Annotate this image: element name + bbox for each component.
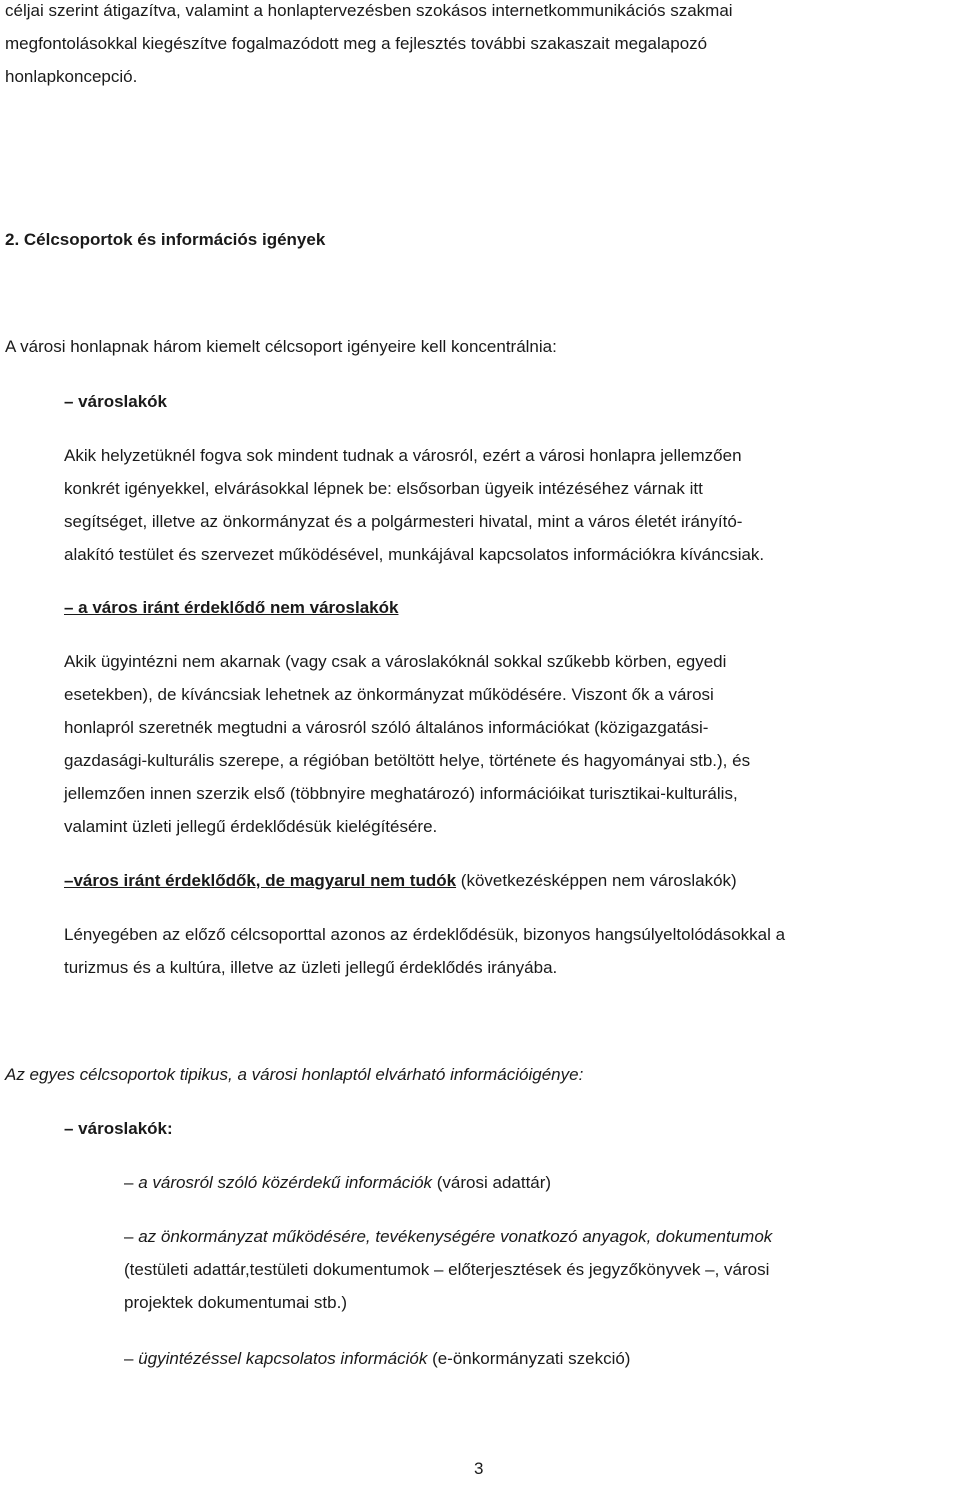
group2-line-3: honlapról szeretnék megtudni a városról szóló általános információkat (közigazgatási-: [64, 718, 709, 737]
info-item-1-normal: (városi adattár): [432, 1173, 552, 1192]
group2-line-4: gazdasági-kulturális szerepe, a régióban betöltött helye, története és hagyományai stb.), és: [64, 751, 751, 770]
info-item-3-normal: (e-önkormányzati szekció): [427, 1349, 631, 1368]
info-item-3: [124, 1342, 630, 1375]
intro-line-3: honlapkoncepció.: [5, 67, 138, 86]
info-item-2-line-3: projektek dokumentumai stb.): [124, 1293, 347, 1312]
info-item-2: [124, 1220, 772, 1319]
group1-line-4: alakító testület és szervezet működésével, munkájával kapcsolatos információkra kíváncsiak.: [64, 545, 765, 564]
section-lead: A városi honlapnak három kiemelt célcsoport igényeire kell koncentrálnia:: [5, 337, 557, 356]
group1-paragraph: [64, 439, 764, 571]
info-item-2-dash: –: [124, 1227, 139, 1246]
group1-title: – városlakók: [64, 392, 168, 411]
group3-title-line: [64, 864, 737, 897]
info-needs-subheading: – városlakók:: [64, 1119, 173, 1138]
group2-line-5: jellemzően innen szerzik első (többnyire meghatározó) információikat turisztikai-kulturális,: [64, 784, 738, 803]
group3-paragraph: [64, 918, 785, 984]
page-number: 3: [474, 1459, 484, 1478]
group1-line-1: Akik helyzetüknél fogva sok mindent tudnak a városról, ezért a városi honlapra jellemzően: [64, 446, 742, 465]
info-item-1-dash: –: [124, 1173, 139, 1192]
group2-paragraph: [64, 645, 750, 843]
group2-line-2: esetekben), de kíváncsiak lehetnek az önkormányzat működésére. Viszont ők a városi: [64, 685, 714, 704]
group1-line-2: konkrét igényekkel, elvárásokkal lépnek be: elsősorban ügyeik intézéséhez várnak itt: [64, 479, 703, 498]
group2-line-1: Akik ügyintézni nem akarnak (vagy csak a városlakóknál sokkal szűkebb körben, egyedi: [64, 652, 727, 671]
info-item-2-line-1: [124, 1220, 772, 1253]
group3-title-suffix: (következésképpen nem városlakók): [456, 871, 737, 890]
group3-line-1: Lényegében az előző célcsoporttal azonos az érdeklődésük, bizonyos hangsúlyeltolódásokkal a: [64, 925, 786, 944]
group2-line-6: valamint üzleti jellegű érdeklődésük kielégítésére.: [64, 817, 438, 836]
info-item-2-line-2: (testületi adattár,testületi dokumentumok – előterjesztések és jegyzőkönyvek –, városi: [124, 1260, 770, 1279]
info-item-1-italic: a városról szóló közérdekű információk: [138, 1173, 433, 1192]
group3-line-2: turizmus és a kultúra, illetve az üzleti jellegű érdeklődés irányába.: [64, 958, 558, 977]
info-needs-intro: Az egyes célcsoportok tipikus, a városi honlaptól elvárható információigénye:: [5, 1065, 584, 1084]
info-item-2-italic: az önkormányzat működésére, tevékenységére vonatkozó anyagok, dokumentumok: [138, 1227, 773, 1246]
intro-line-2: megfontolásokkal kiegészítve fogalmazódott meg a fejlesztés további szakaszait megalapozó: [5, 34, 708, 53]
info-item-3-dash: –: [124, 1349, 139, 1368]
info-item-1: [124, 1166, 551, 1199]
section-heading: 2. Célcsoportok és információs igények: [5, 230, 326, 249]
group1-line-3: segítséget, illetve az önkormányzat és a polgármesteri hivatal, mint a város életét irányító-: [64, 512, 743, 531]
intro-line-1: céljai szerint átigazítva, valamint a honlaptervezésben szokásos internetkommunikációs szakmai: [5, 1, 733, 20]
group2-title: – a város iránt érdeklődő nem városlakók: [64, 598, 399, 617]
info-item-3-italic: ügyintézéssel kapcsolatos információk: [138, 1349, 428, 1368]
group3-title: –város iránt érdeklődők, de magyarul nem tudók: [64, 871, 457, 890]
